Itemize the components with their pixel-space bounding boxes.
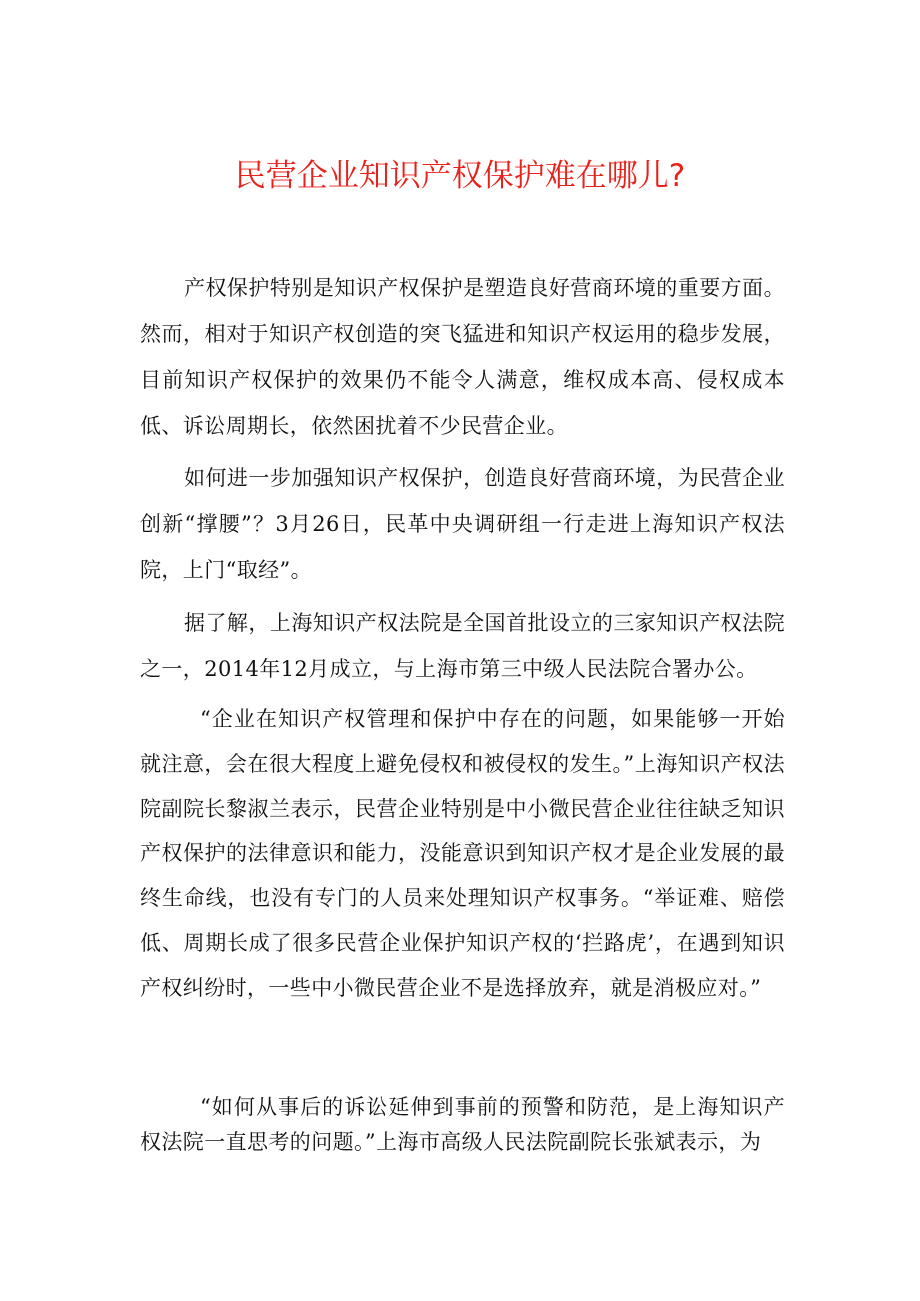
document-title: 民营企业知识产权保护难在哪儿? [234,158,686,194]
paragraph-1: 产权保护特别是知识产权保护是塑造良好营商环境的重要方面。然而，相对于知识产权创造的突飞猛进和知识产权运用的稳步发展，目前知识产权保护的效果仍不能令人满意，维权成本高、侵权成本低、诉讼周期长，依然困扰着不少民营企业。 [140,276,785,438]
paragraph-3: 据了解，上海知识产权法院是全国首批设立的三家知识产权法院之一，2014年12月成立，与上海市第三中级人民法院合署办公。 [140,611,785,681]
paragraph-4: “企业在知识产权管理和保护中存在的问题，如果能够一开始就注意，会在很大程度上避免侵权和被侵权的发生。”上海知识产权法院副院长黎淑兰表示，民营企业特别是中小微民营企业往往缺乏知识产权保护的法律意识和能力，没能意识到知识产权才是企业发展的最终生命线，也没有专门的人员来处理知识产权事务。“举证难、赔偿低、周期长成了很多民营企业保护知识产权的‘拦路虎’，在遇到知识产权纠纷时，一些中小微民营企业不是选择放弃，就是消极应对。” [140,707,785,1000]
paragraph-2: 如何进一步加强知识产权保护，创造良好营商环境，为民营企业创新“撑腰”？3月26日，民革中央调研组一行走进上海知识产权法院，上门“取经”。 [140,466,785,582]
paragraph-5: “如何从事后的诉讼延伸到事前的预警和防范，是上海知识产权法院一直思考的问题。”上海市高级人民法院副院长张斌表示，为 [140,1095,785,1154]
